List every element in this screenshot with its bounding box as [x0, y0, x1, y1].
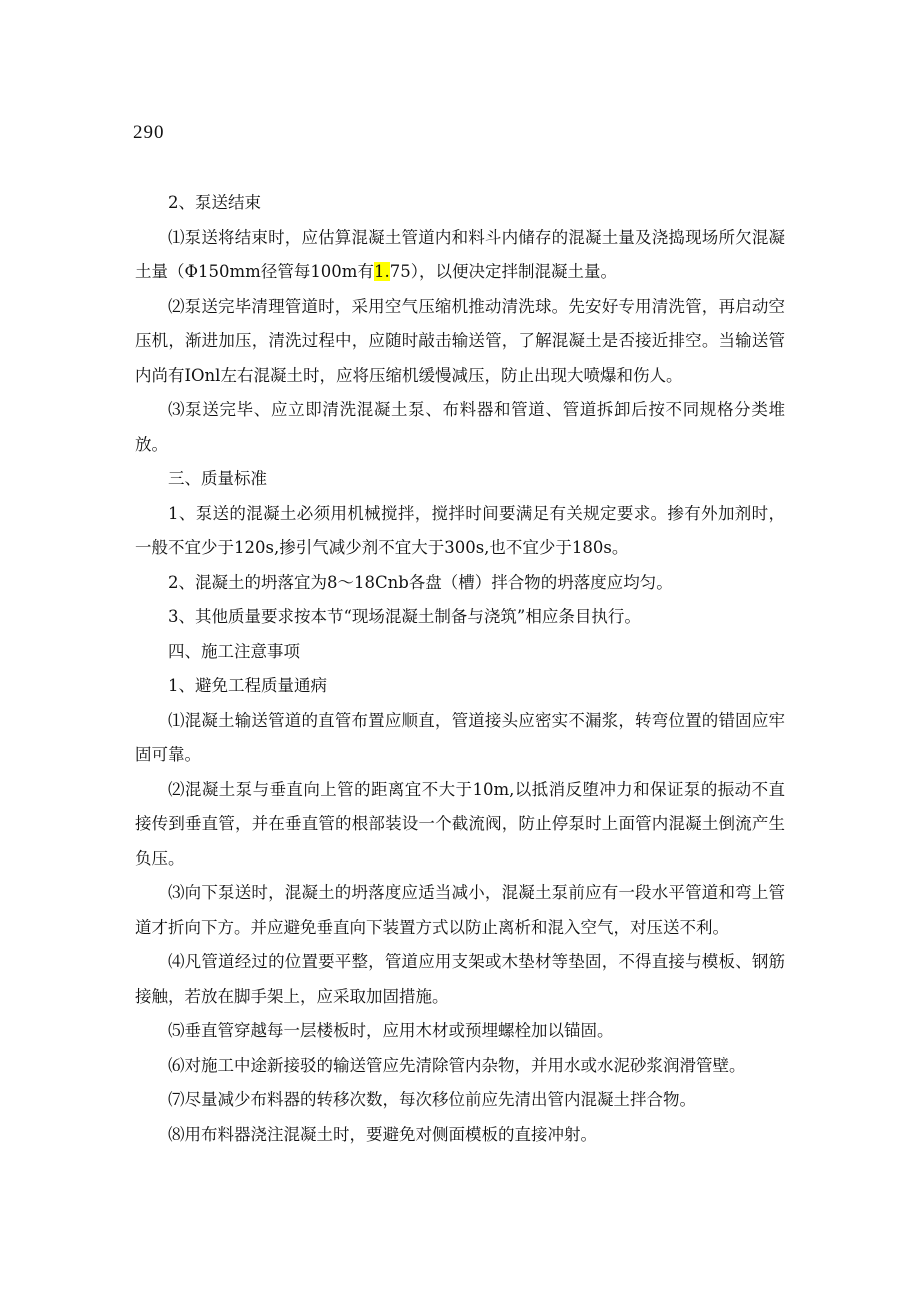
text-run: ⑶泵送完毕、应立即清洗混凝土泵、布料器和管道、管道拆卸后按不同规格分类堆放。 — [135, 400, 785, 454]
text-run: ⑸垂直管穿越每一层楼板时，应用木材或预埋螺栓加以锚固。 — [168, 1021, 614, 1040]
text-run: 1、泵送的混凝土必须用机械搅拌，搅拌时间要满足有关规定要求。掺有外加剂时，一般不宜少于120s,掺引气减少剂不宜大于300s,也不宜少于180s。 — [135, 503, 785, 557]
paragraph — [135, 1118, 785, 1153]
paragraph — [135, 600, 785, 635]
paragraph — [135, 704, 785, 773]
highlighted-text: 1. — [373, 262, 390, 281]
page-number: 290 — [133, 122, 165, 143]
text-run: ⑴泵送将结束时，应估算混凝土管道内和料斗内储存的混凝土量及浇捣现场所欠混凝土量（Φ150mm径管每100m有 — [135, 227, 785, 281]
text-run: ⑻用布料器浇注混凝土时，要避免对侧面模板的直接冲射。 — [168, 1124, 597, 1144]
paragraph — [135, 566, 785, 601]
text-run: ⑴混凝土输送管道的直管布置应顺直，管道接头应密实不漏浆，转弯位置的错固应牢固可靠。 — [135, 710, 785, 764]
paragraph — [135, 876, 785, 945]
paragraph — [135, 1014, 785, 1049]
paragraph — [135, 221, 785, 290]
paragraph — [135, 393, 785, 462]
text-run: 75），以便决定拌制混凝土量。 — [389, 262, 617, 281]
section-heading: 三、质量标准 — [168, 469, 267, 488]
text-run: 2、混凝土的坍落宜为8～18Cnb各盘（槽）拌合物的坍落度应均匀。 — [168, 572, 673, 592]
text-run: 3、其他质量要求按本节“现场混凝土制备与浇筑”相应条目执行。 — [168, 607, 641, 626]
text-run: ⑵混凝土泵与垂直向上管的距离宜不大于10m,以抵消反堕冲力和保证泵的振动不直接传到垂直管，并在垂直管的根部装设一个截流阀，防止停泵时上面管内混凝土倒流产生负压。 — [135, 779, 785, 868]
paragraph — [135, 497, 785, 566]
section-heading: 1、避免工程质量通病 — [168, 676, 327, 695]
text-run: ⑶向下泵送时，混凝土的坍落度应适当减小，混凝土泵前应有一段水平管道和弯上管道才折向下方。并应避免垂直向下装置方式以防止离析和混入空气，对压送不利。 — [135, 883, 785, 937]
text-run: ⑺尽量减少布料器的转移次数，每次移位前应先清出管内混凝土拌合物。 — [168, 1090, 696, 1109]
document-body — [135, 186, 785, 1152]
section-heading: 四、施工注意事项 — [168, 641, 300, 661]
text-run: ⑵泵送完毕清理管道时，采用空气压缩机推动清洗球。先安好专用清洗管，再启动空压机，渐进加压，清洗过程中，应随时敲击输送管，了解混凝土是否接近排空。当输送管内尚有IOnl左右混凝土时，应将压缩机缓慢减压，防止出现大喷爆和伤人。 — [135, 296, 785, 385]
paragraph — [135, 773, 785, 877]
paragraph — [135, 290, 785, 394]
paragraph — [135, 1049, 785, 1084]
paragraph — [135, 1083, 785, 1118]
text-run: ⑷凡管道经过的位置要平整，管道应用支架或木垫材等垫固，不得直接与模板、钢筋接触，若放在脚手架上，应采取加固措施。 — [135, 952, 785, 1006]
paragraph — [135, 945, 785, 1014]
text-run: ⑹对施工中途新接驳的输送管应先清除管内杂物，并用水或水泥砂浆润滑管壁。 — [168, 1055, 746, 1075]
section-heading: 2、泵送结束 — [168, 193, 261, 212]
